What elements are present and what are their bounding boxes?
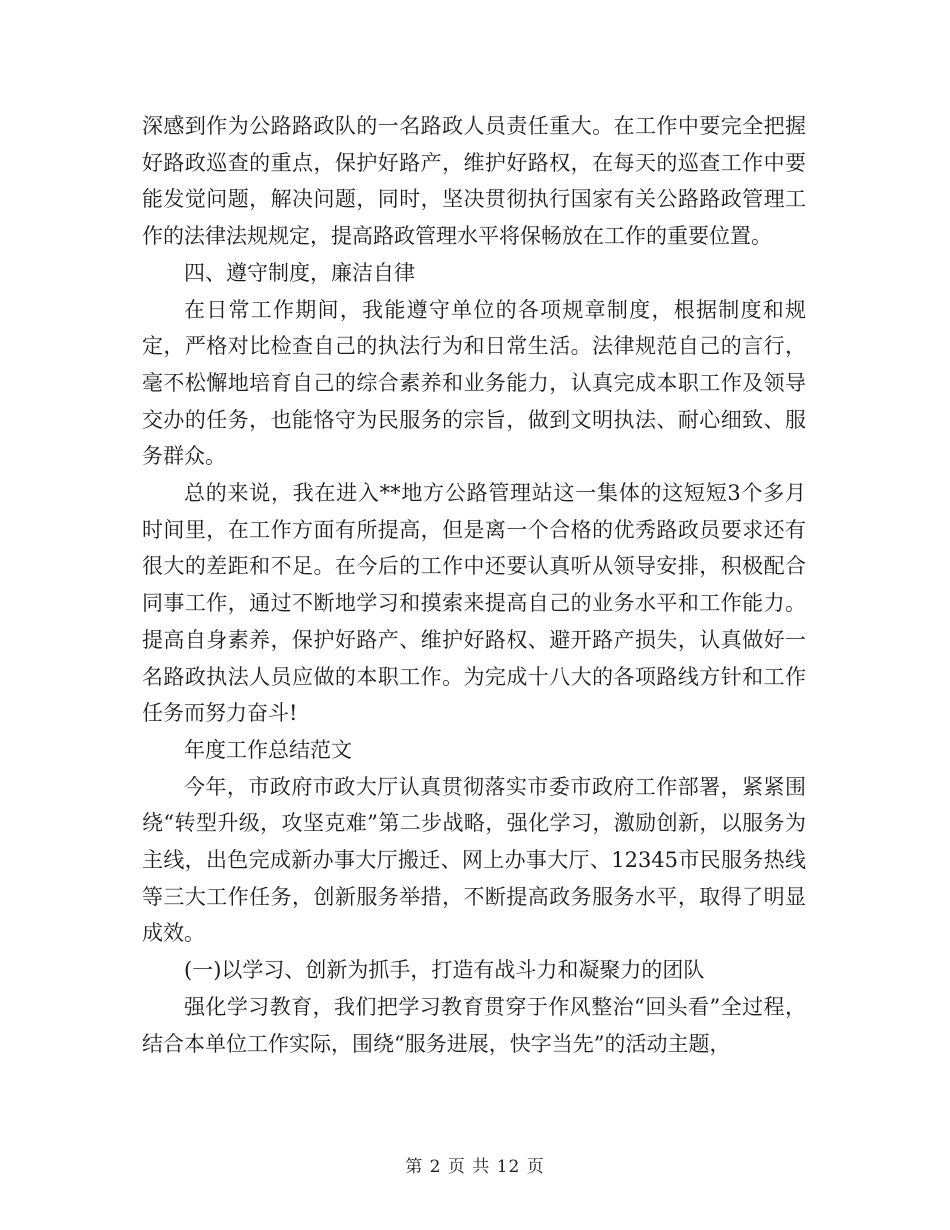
paragraph-3: 总的来说，我在进入**地方公路管理站这一集体的这短短3个多月时间里，在工作方面有所提高，但是离一个合格的优秀路政员要求还有很大的差距和不足。在今后的工作中还要认真听从领导安排，积极配合同事工作，通过不断地学习和摸索来提高自己的业务水平和工作能力。提高自身素养，保护好路产、维护好路权、避开路产损失，认真做好一名路政执法人员应做的本职工作。为完成十八大的各项路线方针和工作任务而努力奋斗! <box>142 481 806 726</box>
paragraph-1: 深感到作为公路路政队的一名路政人员责任重大。在工作中要完全把握好路政巡查的重点，保护好路产，维护好路权，在每天的巡查工作中要能发觉问题，解决问题，同时，坚决贯彻执行国家有关公路路政管理工作的法律法规规定，提高路政管理水平将保畅放在工作的重要位置。 <box>142 114 806 249</box>
paragraph-2: 在日常工作期间，我能遵守单位的各项规章制度，根据制度和规定，严格对比检查自己的执法行为和日常生活。法律规范自己的言行，毫不松懈地培育自己的综合素养和业务能力，认真完成本职工作及领导交办的任务，也能恪守为民服务的宗旨，做到文明执法、耐心细致、服务群众。 <box>142 297 806 469</box>
paragraph-4: 今年，市政府市政大厅认真贯彻落实市委市政府工作部署，紧紧围绕“转型升级，攻坚克难”第二步战略，强化学习，激励创新，以服务为主线，出色完成新办事大厅搬迁、网上办事大厅、12345市民服务热线等三大工作任务，创新服务举措，不断提高政务服务水平，取得了明显成效。 <box>142 774 806 946</box>
subsection-heading-1: (一)以学习、创新为抓手，打造有战斗力和凝聚力的团队 <box>184 958 705 983</box>
paragraph-5: 强化学习教育，我们把学习教育贯穿于作风整治“回头看”全过程，结合本单位工作实际，围绕“服务进展，快字当先”的活动主题， <box>142 994 806 1056</box>
section-heading-4: 四、遵守制度，廉洁自律 <box>184 260 415 285</box>
page-number-footer: 第 2 页 共 12 页 <box>405 1157 545 1177</box>
page-body <box>142 108 806 1062</box>
document-subtitle: 年度工作总结范文 <box>184 737 352 762</box>
